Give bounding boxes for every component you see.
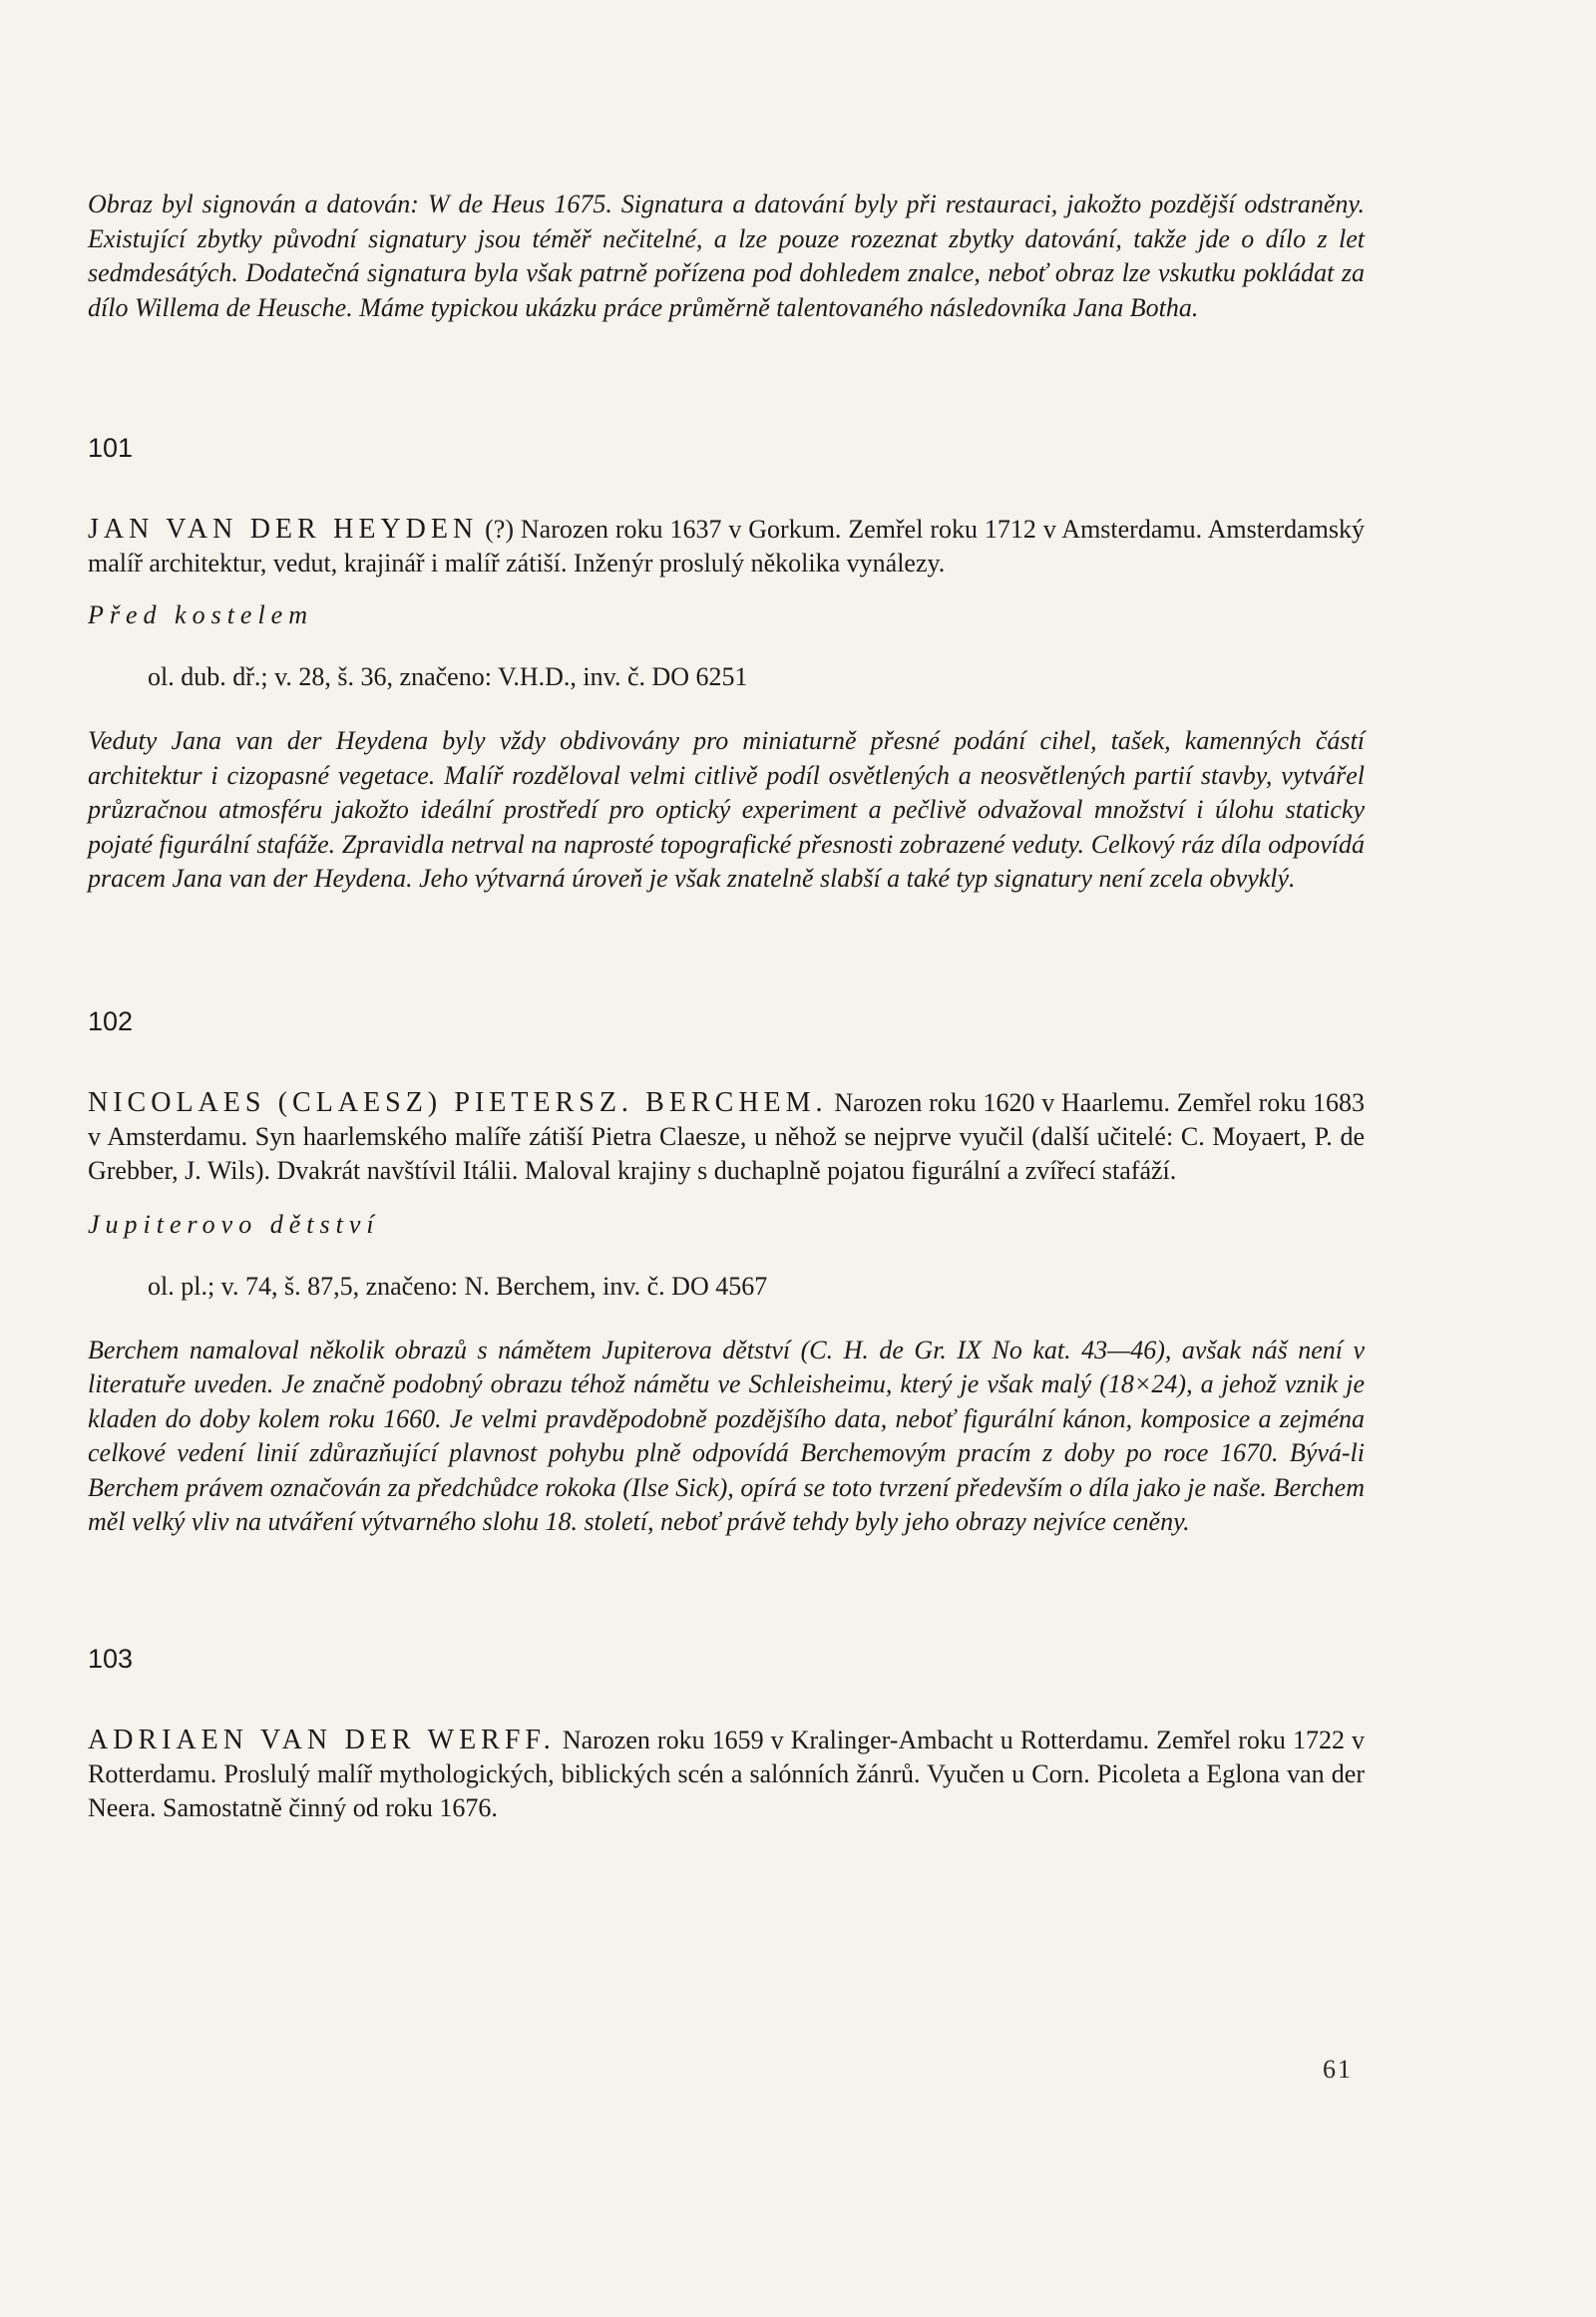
artist-bio-text: Narozen roku 1620 v Haarlemu. Zemřel roku 1683 v Amsterdamu. Syn haarlemského malíře zátiší Pietra Claesze, u něhož se nejprve vyučil (další učitelé: C. Moyaert, P. de Grebber, J. Wils). Dvakrát navštívil Itálii. Maloval krajiny s duchaplně pojatou figurální a zvířecí stafáží.	[88, 1087, 1366, 1185]
entry-number: 103	[88, 1643, 134, 1674]
artwork-details: ol. pl.; v. 74, š. 87,5, značeno: N. Berchem, inv. č. DO 4567	[148, 1271, 768, 1301]
artist-name: JAN VAN DER HEYDEN	[88, 514, 479, 545]
artist-bio-text: Narozen roku 1659 v Kralinger-Ambacht u Rotterdamu. Zemřel roku 1722 v Rotterdamu. Proslulý malíř mythologických, biblických scén a salónních žánrů. Vyučen u Corn. Picoleta a Eglona van der Neera. Samostatně činný od roku 1676.	[88, 1725, 1365, 1822]
artwork-title: Jupiterovo dětství	[88, 1209, 380, 1239]
artist-bio	[88, 1086, 1365, 1188]
artist-name: NICOLAES (CLAESZ) PIETERSZ. BERCHEM.	[88, 1086, 828, 1118]
page-body	[88, 188, 1365, 1825]
artist-bio	[88, 513, 1365, 580]
entry-number: 101	[88, 433, 134, 463]
intro-paragraph: Obraz byl signován a datován: W de Heus 1675. Signatura a datování byly při restauraci, jakožto pozdější odstraněny. Existující zbytky původní signatury jsou téměř nečitelné, a lze pouze rozeznat zbytky datování, takže jde o dílo z let sedmdesátých. Dodatečná signatura byla však patrně pořízena pod dohledem znalce, neboť obraz lze vskutku pokládat za dílo Willema de Heusche. Máme typickou ukázku práce průměrně talentovaného následovníka Jana Botha.	[88, 190, 1365, 322]
artwork-title: Před kostelem	[88, 600, 314, 629]
artist-bio	[88, 1724, 1365, 1825]
page-number: 61	[1323, 2055, 1353, 2084]
artwork-details: ol. dub. dř.; v. 28, š. 36, značeno: V.H.D., inv. č. DO 6251	[148, 662, 748, 691]
artist-bio-text: (?) Narozen roku 1637 v Gorkum. Zemřel roku 1712 v Amsterdamu. Amsterdamský malíř architektur, vedut, krajinář i malíř zátiší. Inženýr proslulý několika vynálezy.	[88, 515, 1365, 578]
artwork-commentary: Berchem namaloval několik obrazů s námětem Jupiterova dětství (C. H. de Gr. IX No kat. 43—46), avšak náš není v literatuře uveden. Je značně podobný obrazu téhož námětu ve Schleisheimu, který je však malý (18×24), a jehož vznik je kladen do doby kolem roku 1660. Je velmi pravděpodobně pozdějšího data, neboť figurální kánon, komposice a zejména celkové vedení linií zdůrazňující plavnost pohybu plně odpovídá Berchemovým pracím z doby po roce 1670. Bývá-li Berchem právem označován za předchůdce rokoka (Ilse Sick), opírá se toto tvrzení především o díla jako je naše. Berchem měl velký vliv na utváření výtvarného slohu 18. století, neboť právě tehdy byly jeho obrazy nejvíce ceněny.	[88, 1335, 1365, 1536]
artist-name: ADRIAEN VAN DER WERFF.	[88, 1724, 556, 1755]
entry-number: 102	[88, 1005, 134, 1036]
artwork-commentary: Veduty Jana van der Heydena byly vždy obdivovány pro miniaturně přesné podání cihel, tašek, kamenných částí architektur i cizopasné vegetace. Malíř rozděloval velmi citlivě podíl osvětlených a neosvětlených partií stavby, vytvářel průzračnou atmosféru jakožto ideální prostředí pro optický experiment a pečlivě odvažoval množství i úlohu staticky pojaté figurální stafáže. Zpravidla netrval na naprosté topografické přesnosti zobrazené veduty. Celkový ráz díla odpovídá pracem Jana van der Heydena. Jeho výtvarná úroveň je však znatelně slabší a také typ signatury není zcela obvyklý.	[88, 726, 1365, 893]
